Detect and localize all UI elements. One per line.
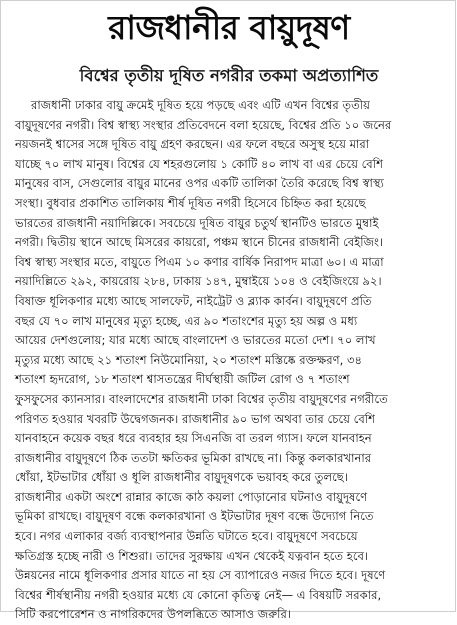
body-line: ধোঁয়া, ইটভাটার ধোঁয়া ও ধূলি রাজধানীর বায়ুদূষণকে ভয়াবহ করে তুলছে। [15, 470, 348, 485]
body-line: বিশ্বের শীর্ষস্থানীয় নগরী হওয়ার মধ্যে যে কোনো কৃতিত্ব নেই— এ বিষয়টি সরকার, [15, 587, 382, 602]
body-line: বছর যে ৭০ লাখ মানুষের মৃত্যু হচ্ছে, এর ৯০ শতাংশের মৃত্যু হয় অল্প ও মধ্য [15, 313, 358, 328]
article-body [15, 96, 445, 622]
body-line: রাজধানীর একটা অংশে রান্নার কাজে কাঠ কয়লা পোড়ানোর ঘটনাও বায়ুদূষণে [15, 489, 368, 504]
body-line: সংস্থা। বুধবার প্রকাশিত তালিকায় শীর্ষ দূষিত নগরী হিসেবে চিহ্নিত করা হয়েছে [15, 195, 366, 210]
body-line: নয়জনই শ্বাসের সঙ্গে দূষিত বায়ু গ্রহণ করছেন। এর ফলে বছরে অসুস্থ হয়ে মারা [15, 137, 370, 152]
body-line: হবে। নগর এলাকার বর্জ্য ব্যবস্থাপনার উন্নতি ঘটাতে হবে। বায়ুদূষণে সবচেয়ে [15, 529, 358, 544]
body-line: ফুসফুসের ক্যানসার। বাংলাদেশের রাজধানী ঢাকা বিশ্বের তৃতীয় বায়ুদূষণের নগরীতে [15, 391, 388, 406]
body-line: সিটি করপোরেশন ও নাগরিকদের উপলব্ধিতে আসাও জরুরি। [15, 607, 291, 622]
body-line: ভারতের রাজধানী নয়াদিল্লিকে। সবচেয়ে দূষিত বায়ুর চতুর্থ স্থানটিও ভারতে মুম্বাই [15, 215, 379, 230]
body-line: নয়াদিল্লিতে ২৯২, কায়রোয় ২৮৪, ঢাকায় ১৪৭, মুম্বাইয়ে ১০৪ ও বেইজিংয়ে ৯২। [15, 274, 382, 289]
body-line: যাচ্ছে ৭০ লাখ মানুষ। বিশ্বের যে শহরগুলোয় ১ কোটি ৪০ লাখ বা এর চেয়ে বেশি [15, 156, 383, 171]
body-line: রাজধানীর বায়ুদূষণে ঠিক ততটা ক্ষতিকর ভূমিকা রাখছে না। কিন্তু কলকারখানার [15, 450, 372, 465]
body-line: বিষাক্ত ধূলিকণার মধ্যে আছে সালফেট, নাইট্রেট ও ব্ল্যাক কার্বন। বায়ুদূষণে প্রতি [15, 293, 372, 308]
body-line: ভূমিকা রাখছে। বায়ুদূষণ বন্ধে কলকারখানা ও ইটভাটার দূষণ বন্ধে উদ্যোগ নিতে [15, 509, 374, 524]
body-line: উন্নয়নের নামে ধূলিকণার প্রসার যাতে না হয় সে ব্যাপারেও নজর দিতে হবে। দূষণে [15, 568, 386, 583]
subheadline: বিশ্বের তৃতীয় দূষিত নগরীর তকমা অপ্রত্যাশিত [79, 66, 379, 85]
body-line: রাজধানী ঢাকার বায়ু ক্রমেই দূষিত হয়ে পড়ছে এবং এটি এখন বিশ্বের তৃতীয় [31, 98, 370, 112]
body-line: বিশ্ব স্বাস্থ্য সংস্থার মতে, বায়ুতে পিএম ১০ কণার বার্ষিক নিরাপদ মাত্রা ৬০। এ মাত্রা [15, 254, 384, 269]
body-line: আয়ের দেশগুলোয়; যার মধ্যে আছে বাংলাদেশ ও ভারতের মতো দেশ। ৭০ লাখ [15, 333, 376, 348]
body-line: যানবাহনে কয়েক বছর ধরে ব্যবহার হয় সিএনজি বা তরল গ্যাস। ফলে যানবাহন [15, 431, 372, 446]
body-line: নগরী। দ্বিতীয় স্থানে আছে মিসরের কায়রো, পঞ্চম স্থানে চীনের রাজধানী বেইজিং। [15, 235, 384, 250]
body-line: বায়ুদূষণের নগরী। বিশ্ব স্বাস্থ্য সংস্থার প্রতিবেদনে বলা হয়েছে, বিশ্বের প্রতি ১০ জনের [15, 117, 392, 132]
body-line: শতাংশ হৃদরোগ, ১৮ শতাংশ শ্বাসতন্ত্রের দীর্ঘস্থায়ী জটিল রোগ ও ৭ শতাংশ [15, 372, 350, 387]
headline: রাজধানীর বায়ুদূষণ [108, 8, 350, 47]
body-line: পরিণত হওয়ার খবরটি উদ্বেগজনক। রাজধানীর ৯০ ভাগ অথবা তার চেয়ে বেশি [15, 411, 375, 426]
body-line: ক্ষতিগ্রস্ত হচ্ছে নারী ও শিশুরা। তাদের সুরক্ষায় এখন থেকেই যত্নবান হতে হবে। [15, 548, 369, 563]
body-line: মৃত্যুর মধ্যে আছে ২১ শতাংশ নিউমোনিয়া, ২০ শতাংশ মস্তিষ্কে রক্তক্ষরণ, ৩৪ [15, 352, 363, 367]
body-line: মানুষের বাস, সেগুলোর বায়ুর মানের ওপর একটি তালিকা তৈরি করেছে বিশ্ব স্বাস্থ্য [15, 176, 384, 191]
